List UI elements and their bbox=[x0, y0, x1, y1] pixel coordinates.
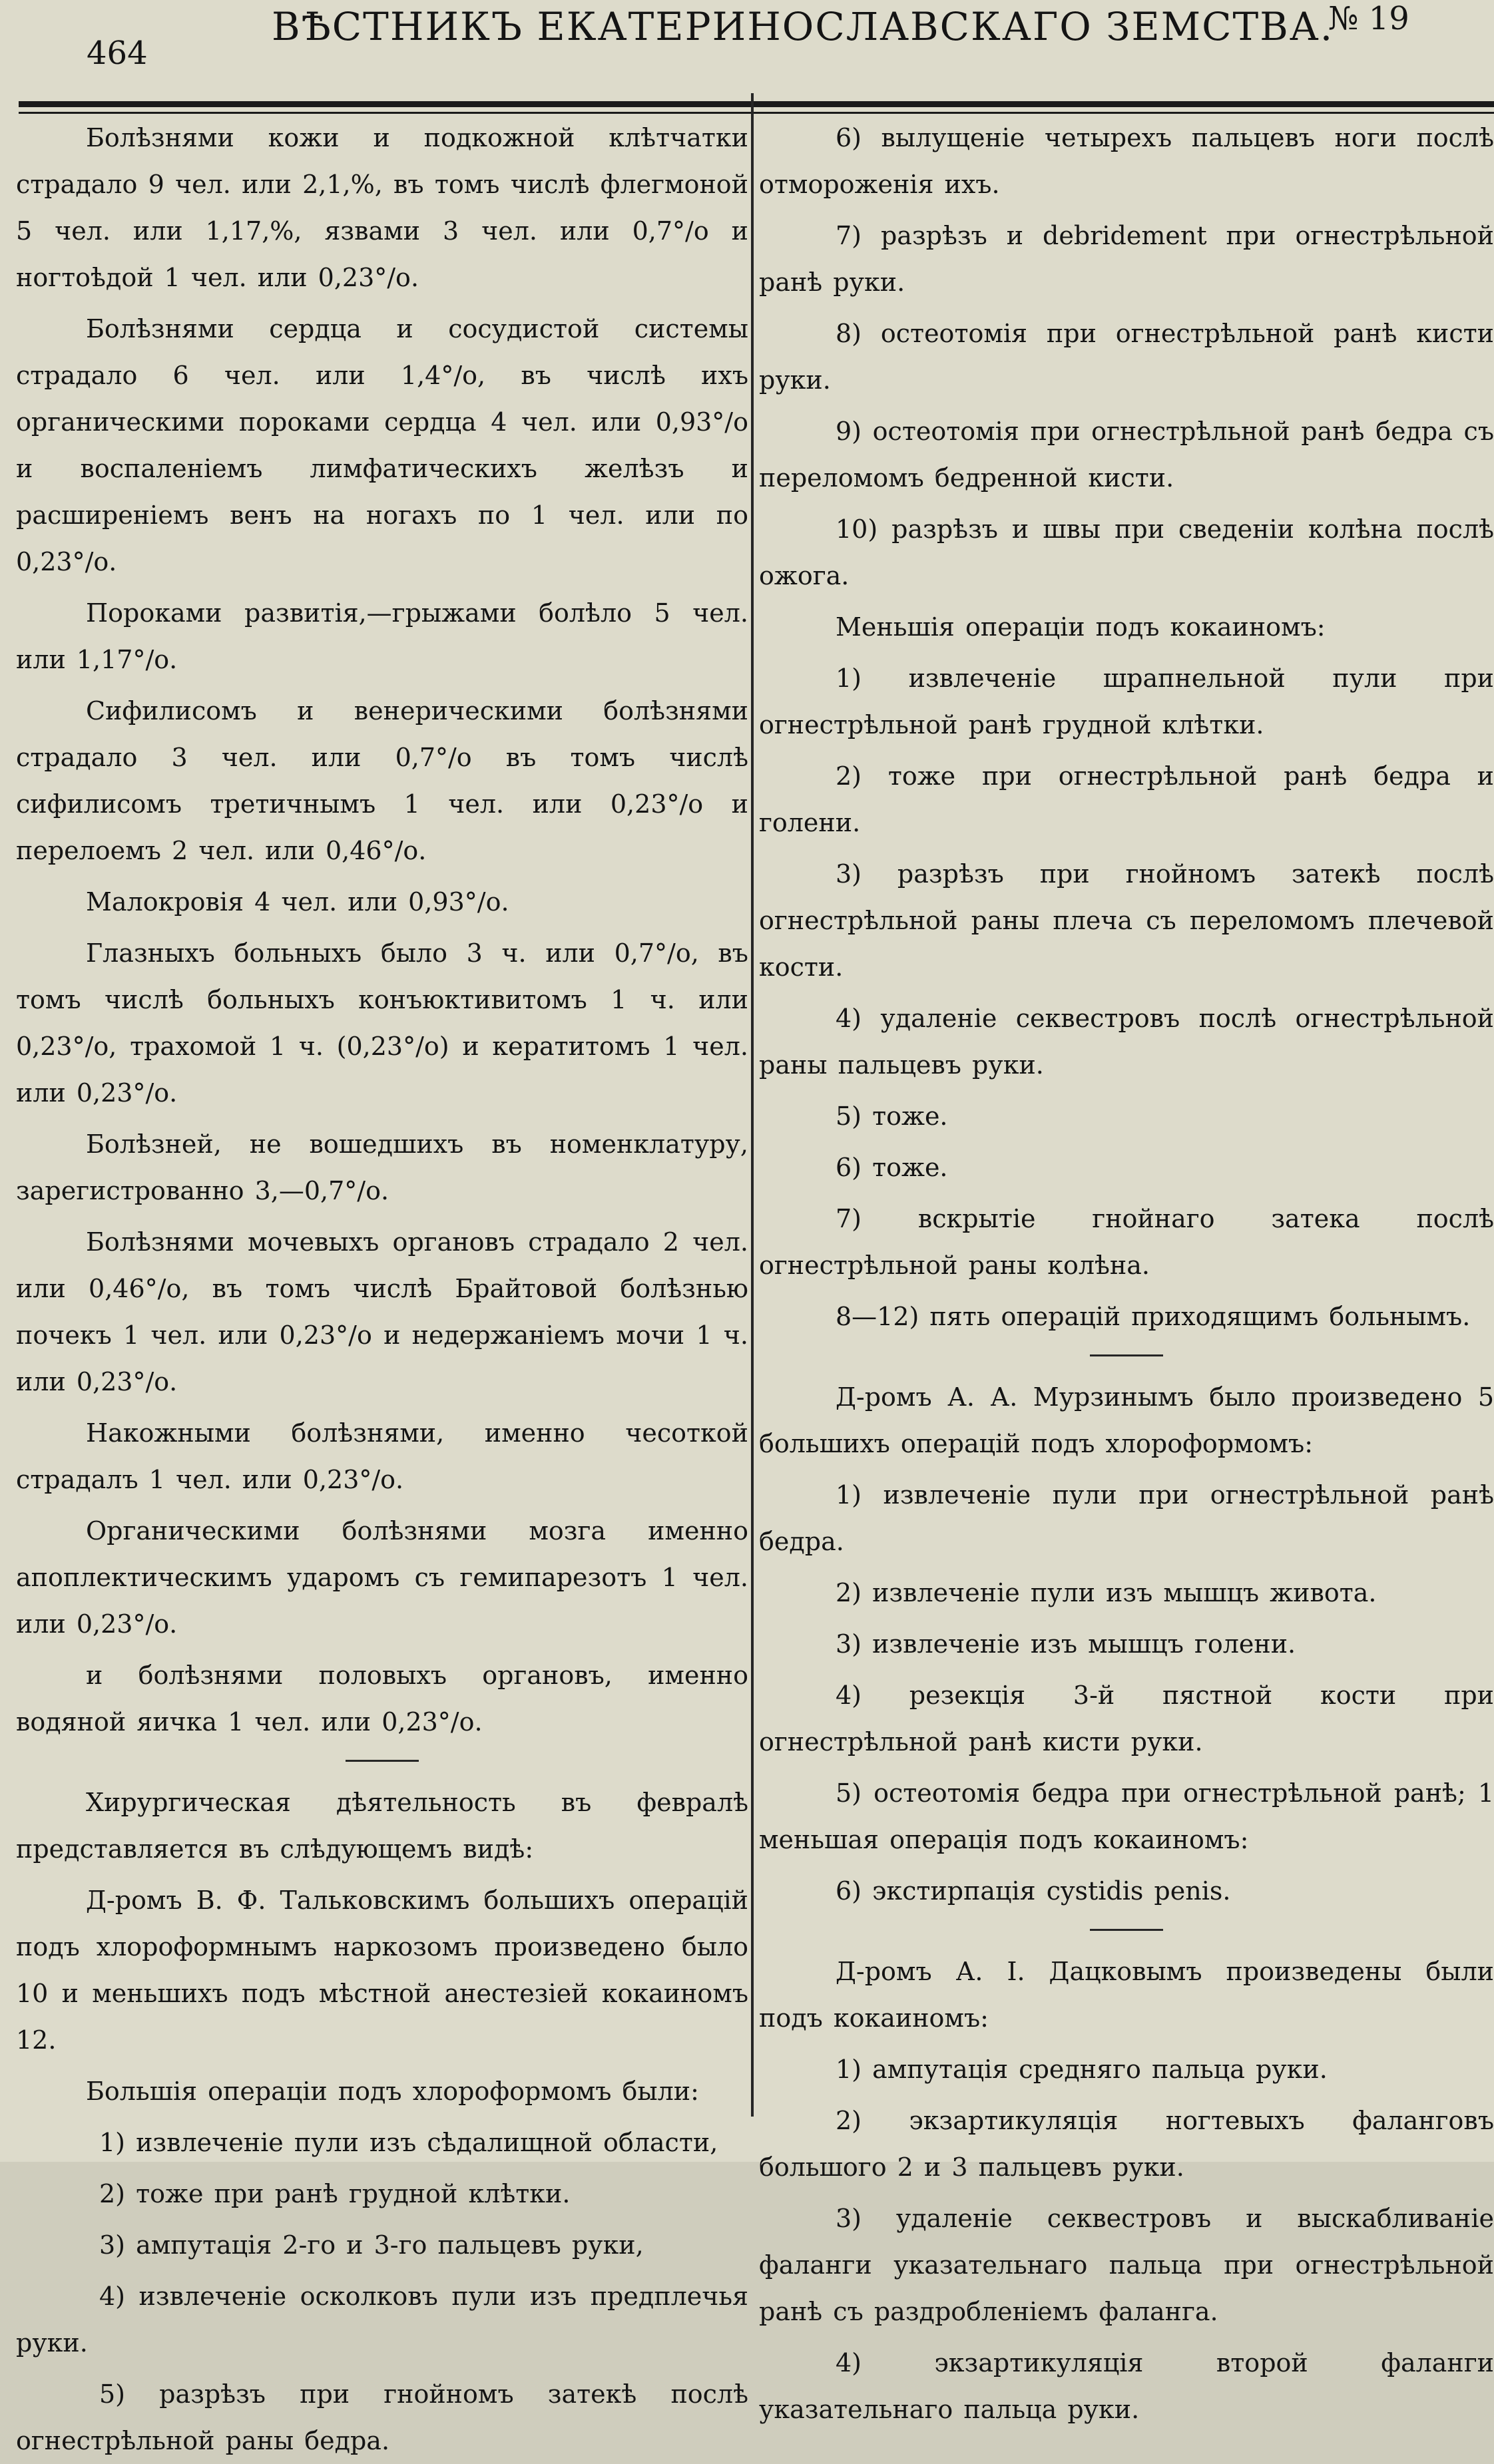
paragraph-unclassified: Болѣзней, не вошедшихъ въ номенклатуру, зарегистрованно 3,—0,7°/о. bbox=[16, 1129, 748, 1205]
list-item: 8) остеотомiя при огнестрѣльной ранѣ кисти руки. bbox=[759, 319, 1494, 395]
paragraph-anemia: Малокровiя 4 чел. или 0,93°/о. bbox=[86, 887, 509, 917]
paragraph-developmental-defects: Пороками развитiя,—грыжами болѣло 5 чел. или 1,17°/о. bbox=[16, 598, 748, 674]
paragraph-urinary-diseases: Болѣзнями мочевыхъ органовъ страдало 2 чел. или 0,46°/о, въ томъ числѣ Брайтовой болѣзнью почекъ 1 чел. или 0,23°/о и недержанiемъ мочи 1 ч. или 0,23°/о. bbox=[16, 1227, 748, 1396]
list-item: 6) тоже. bbox=[836, 1153, 948, 1182]
paragraph-murzin: Д-ромъ А. А. Мурзинымъ было произведено 5 большихъ операцiй подъ хлороформомъ: bbox=[759, 1382, 1494, 1458]
column-divider bbox=[751, 93, 754, 2117]
list-item: 3) ампутацiя 2-го и 3-го пальцевъ руки, bbox=[99, 2230, 644, 2260]
list-item: 10) разрѣзъ и швы при сведенiи колѣна послѣ ожога. bbox=[759, 514, 1494, 590]
right-column bbox=[759, 114, 1494, 2424]
list-item: 4) экзартикуляцiя второй фаланги указательнаго пальца руки. bbox=[759, 2348, 1494, 2424]
list-item: 6) экстирпацiя cystidis penis. bbox=[836, 1876, 1231, 1906]
list-item: 5) тоже. bbox=[836, 1102, 948, 1131]
list-item: 4) резекцiя 3-й пястной кости при огнестрѣльной ранѣ кисти руки. bbox=[759, 1681, 1494, 1756]
list-item: 1) извлеченiе пули изъ сѣдалищной области, bbox=[99, 2128, 718, 2157]
page-number: 464 bbox=[87, 35, 148, 72]
list-heading: Меньшiя операцiи подъ кокаиномъ: bbox=[836, 612, 1326, 642]
list-item: 7) вскрытiе гнойнаго затека послѣ огнестрѣльной раны колѣна. bbox=[759, 1204, 1494, 1280]
list-item: 1) извлеченiе пули при огнестрѣльной ранѣ бедра. bbox=[759, 1480, 1494, 1556]
paragraph-talkovsky: Д-ромъ В. Ф. Тальковскимъ большихъ операцiй подъ хлороформнымъ наркозомъ произведено было 10 и меньшихъ подъ мѣстной анестезiей кокаиномъ 12. bbox=[16, 1886, 748, 2055]
list-item: 1) извлеченiе шрапнельной пули при огнестрѣльной ранѣ грудной клѣтки. bbox=[759, 664, 1494, 739]
running-title: ВѢСТНИКЪ ЕКАТЕРИНОСЛАВСКАГО ЗЕМСТВА. bbox=[272, 4, 1334, 49]
section-separator bbox=[1090, 1929, 1163, 1931]
list-item: 2) тоже при огнестрѣльной ранѣ бедра и голени. bbox=[759, 761, 1494, 837]
paragraph-surgery-intro: Хирургическая дѣятельность въ февралѣ представляется въ слѣдующемъ видѣ: bbox=[16, 1788, 748, 1864]
list-item: 5) остеотомiя бедра при огнестрѣльной ранѣ; 1 меньшая операцiя подъ кокаиномъ: bbox=[759, 1778, 1494, 1854]
paragraph-genital-diseases: и болѣзнями половыхъ органовъ, именно водяной яичка 1 чел. или 0,23°/о. bbox=[16, 1661, 748, 1737]
list-item: 4) извлеченiе осколковъ пули изъ предплечья руки. bbox=[16, 2282, 748, 2358]
list-item: 4) удаленiе секвестровъ послѣ огнестрѣльной раны пальцевъ руки. bbox=[759, 1004, 1494, 1080]
header-rule-thick bbox=[19, 101, 1494, 107]
paragraph-datskov: Д-ромъ А. I. Дацковымъ произведены были подъ кокаиномъ: bbox=[759, 1957, 1494, 2033]
list-item: 3) удаленiе секвестровъ и выскабливанiе фаланги указательнаго пальца при огнестрѣльной ранѣ съ раздробленiемъ фаланга. bbox=[759, 2204, 1494, 2326]
list-item: 5) разрѣзъ при гнойномъ затекѣ послѣ огнестрѣльной раны бедра. bbox=[16, 2379, 748, 2455]
list-item: 1) ампутацiя средняго пальца руки. bbox=[836, 2055, 1328, 2084]
list-item: 2) извлеченiе пули изъ мышцъ живота. bbox=[836, 1578, 1377, 1607]
paragraph-syphilis: Сифилисомъ и венерическими болѣзнями страдало 3 чел. или 0,7°/о въ томъ числѣ сифилисомъ третичнымъ 1 чел. или 0,23°/о и перелоемъ 2 чел. или 0,46°/о. bbox=[16, 696, 748, 865]
list-heading: Большiя операцiи подъ хлороформомъ были: bbox=[86, 2077, 699, 2106]
list-item: 3) извлеченiе изъ мышцъ голени. bbox=[836, 1629, 1296, 1659]
list-item: 2) экзартикуляцiя ногтевыхъ фаланговъ большого 2 и 3 пальцевъ руки. bbox=[759, 2106, 1494, 2182]
list-item: 9) остеотомiя при огнестрѣльной ранѣ бедра съ переломомъ бедренной кисти. bbox=[759, 417, 1494, 493]
list-item: 7) разрѣзъ и debridement при огнестрѣльной ранѣ руки. bbox=[759, 221, 1494, 297]
list-item: 6) вылущенiе четырехъ пальцевъ ноги послѣ отмороженiя ихъ. bbox=[759, 123, 1494, 199]
paragraph-heart-diseases: Болѣзнями сердца и сосудистой системы страдало 6 чел. или 1,4°/о, въ числѣ ихъ органическими пороками сердца 4 чел. или 0,93°/о и воспаленiемъ лимфатическихъ желѣзъ и расширенiемъ венъ на ногахъ по 1 чел. или по 0,23°/о. bbox=[16, 314, 748, 576]
paragraph-skin-scabies: Накожными болѣзнями, именно чесоткой страдалъ 1 чел. или 0,23°/о. bbox=[16, 1418, 748, 1494]
list-item: 3) разрѣзъ при гнойномъ затекѣ послѣ огнестрѣльной раны плеча съ переломомъ плечевой кости. bbox=[759, 859, 1494, 982]
list-item: 8—12) пять операцiй приходящимъ больнымъ. bbox=[836, 1302, 1471, 1331]
section-separator bbox=[1090, 1354, 1163, 1356]
list-item: 2) тоже при ранѣ грудной клѣтки. bbox=[99, 2179, 571, 2208]
paragraph-eye-patients: Глазныхъ больныхъ было 3 ч. или 0,7°/о, въ томъ числѣ больныхъ конъюктивитомъ 1 ч. или 0,23°/о, трахомой 1 ч. (0,23°/о) и кератитомъ 1 чел. или 0,23°/о. bbox=[16, 938, 748, 1108]
section-separator bbox=[346, 1760, 419, 1762]
issue-number: № 19 bbox=[1328, 0, 1409, 37]
paragraph-skin-diseases: Болѣзнями кожи и подкожной клѣтчатки страдало 9 чел. или 2,1,%, въ томъ числѣ флегмоной 5 чел. или 1,17,%, язвами 3 чел. или 0,7°/о и ногтоѣдой 1 чел. или 0,23°/о. bbox=[16, 123, 748, 292]
page-header bbox=[0, 0, 1494, 100]
paragraph-brain-diseases: Органическими болѣзнями мозга именно апоплектическимъ ударомъ съ гемипарезотъ 1 чел. или 0,23°/о. bbox=[16, 1516, 748, 1639]
header-rule-thin bbox=[19, 112, 1494, 114]
left-column bbox=[16, 114, 748, 2455]
